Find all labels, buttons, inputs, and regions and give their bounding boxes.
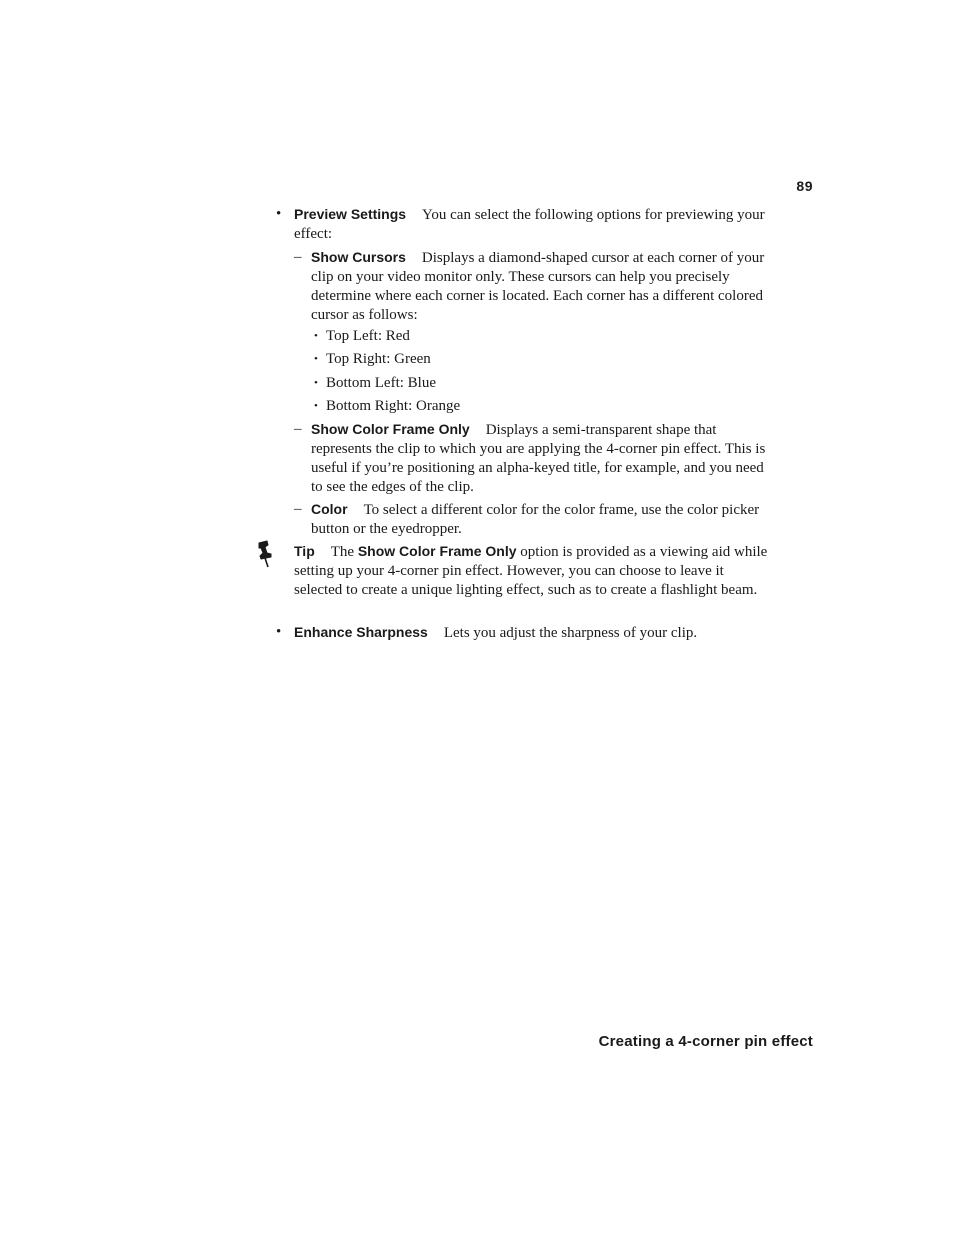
color-text: To select a different color for the color frame, use the color picker button or the eyedropper. xyxy=(311,502,760,537)
show-color-frame-term: Show Color Frame Only xyxy=(311,421,470,437)
enhance-sharpness-term: Enhance Sharpness xyxy=(294,624,428,640)
small-bullet: • xyxy=(314,330,318,342)
show-cursors-text: Displays a diamond-shaped cursor at each corner of your clip on your video monitor only. These cursors can help you precisely determine where each corner is located. Each corner has a different colored cursor as follows: xyxy=(311,250,765,323)
dash: – xyxy=(294,501,302,517)
show-color-frame-item xyxy=(294,420,773,497)
cursor-color-text: Top Right: Green xyxy=(326,351,431,367)
footer-section-title: Creating a 4-corner pin effect xyxy=(598,1033,813,1050)
tip-term: Show Color Frame Only xyxy=(357,543,517,559)
tip-note xyxy=(294,542,772,600)
show-color-frame-text: Displays a semi-transparent shape that represents the clip to which you are applying the 4-corner pin effect. This is useful if you’re positioning an alpha-keyed title, for example, and you need to see the edges of the clip. xyxy=(311,422,766,495)
page-number: 89 xyxy=(796,178,813,194)
cursor-color-item xyxy=(314,327,766,346)
tip-pre: The xyxy=(330,544,355,560)
show-cursors-term: Show Cursors xyxy=(311,249,406,265)
cursor-color-item xyxy=(314,397,766,416)
small-bullet: • xyxy=(314,353,318,365)
preview-settings-term: Preview Settings xyxy=(294,206,407,222)
pushpin-icon xyxy=(255,540,277,568)
tip-text: option is provided as a viewing aid while setting up your 4-corner pin effect. However, you can choose to leave it selected to create a unique lighting effect, such as to create a flashlight beam. xyxy=(294,544,768,598)
cursor-color-item xyxy=(314,374,766,393)
dash: – xyxy=(294,421,302,437)
cursor-color-item xyxy=(314,350,766,369)
cursor-color-text: Top Left: Red xyxy=(326,328,410,344)
enhance-sharpness-text: Lets you adjust the sharpness of your clip. xyxy=(443,625,698,641)
bullet: • xyxy=(276,624,282,640)
cursor-color-text: Bottom Left: Blue xyxy=(326,375,436,391)
preview-settings-item xyxy=(276,205,772,244)
bullet: • xyxy=(276,206,282,222)
color-item xyxy=(294,500,773,539)
preview-settings-text: You can select the following options for previewing your effect: xyxy=(294,207,765,242)
enhance-sharpness-item xyxy=(276,623,772,643)
dash: – xyxy=(294,249,302,265)
cursor-color-text: Bottom Right: Orange xyxy=(326,398,461,414)
small-bullet: • xyxy=(314,377,318,389)
tip-label: Tip xyxy=(294,543,315,559)
show-cursors-item xyxy=(294,248,773,325)
small-bullet: • xyxy=(314,400,318,412)
color-term: Color xyxy=(311,501,348,517)
